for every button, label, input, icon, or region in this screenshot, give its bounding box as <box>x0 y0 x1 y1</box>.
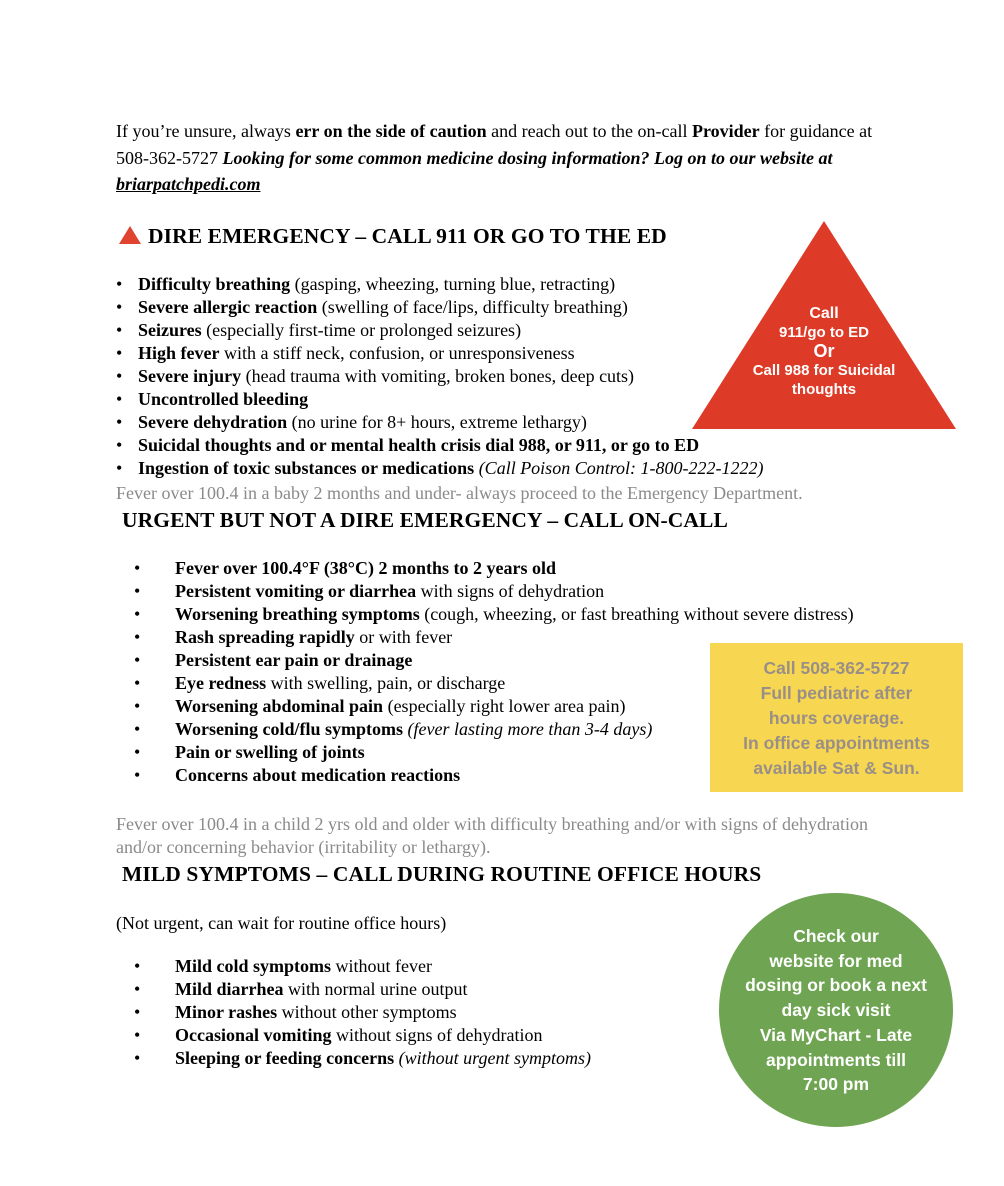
item-detail-text: (no urine for 8+ hours, extreme lethargy) <box>287 412 587 432</box>
intro-paragraph <box>116 118 876 198</box>
item-italic-text: (Call Poison Control: 1-800-222-1222) <box>478 458 764 478</box>
circle-line-4: day sick visit <box>781 1000 891 1021</box>
item-detail-text: with signs of dehydration <box>416 581 605 601</box>
bullet-icon: • <box>134 673 141 693</box>
item-detail-text: with swelling, pain, or discharge <box>266 673 506 693</box>
item-detail-text: with a stiff neck, confusion, or unresponsiveness <box>219 343 575 363</box>
triangle-line-2: 911/go to ED <box>778 324 870 341</box>
item-bold-text: Pain or swelling of joints <box>175 742 365 762</box>
bullet-icon: • <box>116 320 123 340</box>
item-detail-text: or with fever <box>354 627 453 647</box>
list-item <box>116 580 876 603</box>
item-bold-text: Worsening abdominal pain <box>175 696 384 716</box>
list-item <box>116 955 716 978</box>
intro-dosing-text: Looking for some common medicine dosing information? Log on to our website at <box>222 147 833 168</box>
mild-list <box>116 955 716 1070</box>
circle-line-1: Check our <box>793 926 879 946</box>
website-link[interactable]: briarpatchpedi.com <box>116 174 261 194</box>
circle-line-6: appointments till <box>766 1049 906 1070</box>
item-bold-text: Worsening cold/flu symptoms <box>175 719 404 739</box>
item-bold-text: Sleeping or feeding concerns <box>175 1048 395 1068</box>
urgent-heading: URGENT BUT NOT A DIRE EMERGENCY – CALL ON-CALL <box>122 508 728 532</box>
bullet-icon: • <box>134 696 141 716</box>
urgent-note: Fever over 100.4 in a child 2 yrs old and older with difficulty breathing and/or with signs of dehydration and/or concerning behavior (irritability or lethargy). <box>116 814 869 857</box>
item-bold-text: High fever <box>138 343 220 363</box>
bullet-icon: • <box>134 604 141 624</box>
dire-emergency-heading <box>118 224 667 251</box>
dire-note: Fever over 100.4 in a baby 2 months and under- always proceed to the Emergency Department. <box>116 483 803 503</box>
triangle-line-1: Call <box>809 305 839 322</box>
bullet-icon: • <box>134 956 141 976</box>
box-line-2: Full pediatric after <box>760 683 913 703</box>
intro-text-2: and reach out to the on-call <box>486 121 693 141</box>
item-bold-text: Mild diarrhea <box>175 979 284 999</box>
triangle-line-4: Call 988 for Suicidal <box>752 362 896 379</box>
circle-line-2: website for med <box>769 950 903 971</box>
bullet-icon: • <box>116 458 123 478</box>
item-detail-text: (especially right lower area pain) <box>383 696 626 716</box>
box-line-4: In office appointments <box>743 733 930 753</box>
item-detail-text: (gasping, wheezing, turning blue, retracting) <box>290 274 616 294</box>
item-bold-text: Severe dehydration <box>138 412 288 432</box>
bullet-icon: • <box>134 558 141 578</box>
bullet-icon: • <box>116 412 123 432</box>
item-bold-text: Worsening breathing symptoms <box>175 604 420 624</box>
list-item <box>116 1024 716 1047</box>
bullet-icon: • <box>134 765 141 785</box>
warning-triangle-icon <box>118 225 142 251</box>
intro-phone-text: for guidance at 508-362-5727 <box>116 121 873 168</box>
list-item <box>116 978 716 1001</box>
bullet-icon: • <box>134 1025 141 1045</box>
item-bold-text: Rash spreading rapidly <box>175 627 355 647</box>
bullet-icon: • <box>134 979 141 999</box>
mild-heading: MILD SYMPTOMS – CALL DURING ROUTINE OFFICE HOURS <box>122 862 762 886</box>
intro-text-1: If you’re unsure, always <box>116 121 296 141</box>
item-detail-text: without signs of dehydration <box>331 1025 543 1045</box>
after-hours-box <box>710 643 963 792</box>
item-bold-text: Difficulty breathing <box>138 274 291 294</box>
after-hours-text <box>710 656 963 781</box>
bullet-icon: • <box>134 1048 141 1068</box>
item-detail-text: (especially first-time or prolonged seizures) <box>201 320 522 340</box>
item-detail-text: (head trauma with vomiting, broken bones, deep cuts) <box>241 366 635 386</box>
triangle-text <box>692 304 956 399</box>
item-bold-text: Occasional vomiting <box>175 1025 332 1045</box>
item-detail-text: (cough, wheezing, or fast breathing without severe distress) <box>419 604 854 624</box>
bullet-icon: • <box>116 389 123 409</box>
dire-heading-text: DIRE EMERGENCY – CALL 911 OR GO TO THE ED <box>148 224 667 248</box>
bullet-icon: • <box>116 343 123 363</box>
bullet-icon: • <box>134 581 141 601</box>
intro-bold-caution: err on the side of caution <box>295 121 487 141</box>
item-bold-text: Eye redness <box>175 673 267 693</box>
item-bold-text: Fever over 100.4°F (38°C) 2 months to 2 years old <box>175 558 557 578</box>
item-detail-text: with normal urine output <box>283 979 468 999</box>
bullet-icon: • <box>116 435 123 455</box>
list-item <box>116 1001 716 1024</box>
item-bold-text: Seizures <box>138 320 202 340</box>
item-bold-text: Concerns about medication reactions <box>175 765 461 785</box>
box-line-1: Call 508-362-5727 <box>763 658 910 678</box>
box-line-3: hours coverage. <box>768 708 905 728</box>
item-bold-text: Severe allergic reaction <box>138 297 318 317</box>
item-detail-text: without other symptoms <box>277 1002 457 1022</box>
item-bold-text: Suicidal thoughts and or mental health crisis dial 988, or 911, or go to ED <box>138 435 700 455</box>
item-detail-text: without fever <box>331 956 432 976</box>
intro-bold-provider: Provider <box>692 121 760 141</box>
item-detail-text: (swelling of face/lips, difficulty breathing) <box>317 297 628 317</box>
item-bold-text: Persistent vomiting or diarrhea <box>175 581 417 601</box>
item-italic-text: (without urgent symptoms) <box>398 1048 591 1068</box>
bullet-icon: • <box>116 274 123 294</box>
mild-subtitle: (Not urgent, can wait for routine office hours) <box>116 913 447 933</box>
bullet-icon: • <box>134 742 141 762</box>
circle-text <box>719 924 953 1097</box>
bullet-icon: • <box>116 297 123 317</box>
dosing-circle <box>719 893 953 1127</box>
item-italic-text: (fever lasting more than 3-4 days) <box>407 719 653 739</box>
circle-line-5: Via MyChart - Late <box>759 1024 913 1045</box>
emergency-triangle <box>692 221 956 429</box>
bullet-icon: • <box>134 650 141 670</box>
box-line-5: available Sat & Sun. <box>753 758 920 778</box>
item-bold-text: Uncontrolled bleeding <box>138 389 309 409</box>
item-bold-text: Persistent ear pain or drainage <box>175 650 413 670</box>
bullet-icon: • <box>116 366 123 386</box>
list-item <box>116 434 876 457</box>
list-item <box>116 457 876 480</box>
item-bold-text: Ingestion of toxic substances or medications <box>138 458 475 478</box>
item-bold-text: Minor rashes <box>175 1002 278 1022</box>
item-bold-text: Severe injury <box>138 366 242 386</box>
bullet-icon: • <box>134 627 141 647</box>
list-item <box>116 557 876 580</box>
bullet-icon: • <box>134 1002 141 1022</box>
list-item <box>116 1047 716 1070</box>
triangle-line-3: Or <box>813 341 835 361</box>
circle-line-7: 7:00 pm <box>802 1074 870 1095</box>
circle-line-3: dosing or book a next <box>745 975 927 996</box>
item-bold-text: Mild cold symptoms <box>175 956 332 976</box>
bullet-icon: • <box>134 719 141 739</box>
triangle-line-5: thoughts <box>791 381 857 398</box>
list-item <box>116 603 876 626</box>
